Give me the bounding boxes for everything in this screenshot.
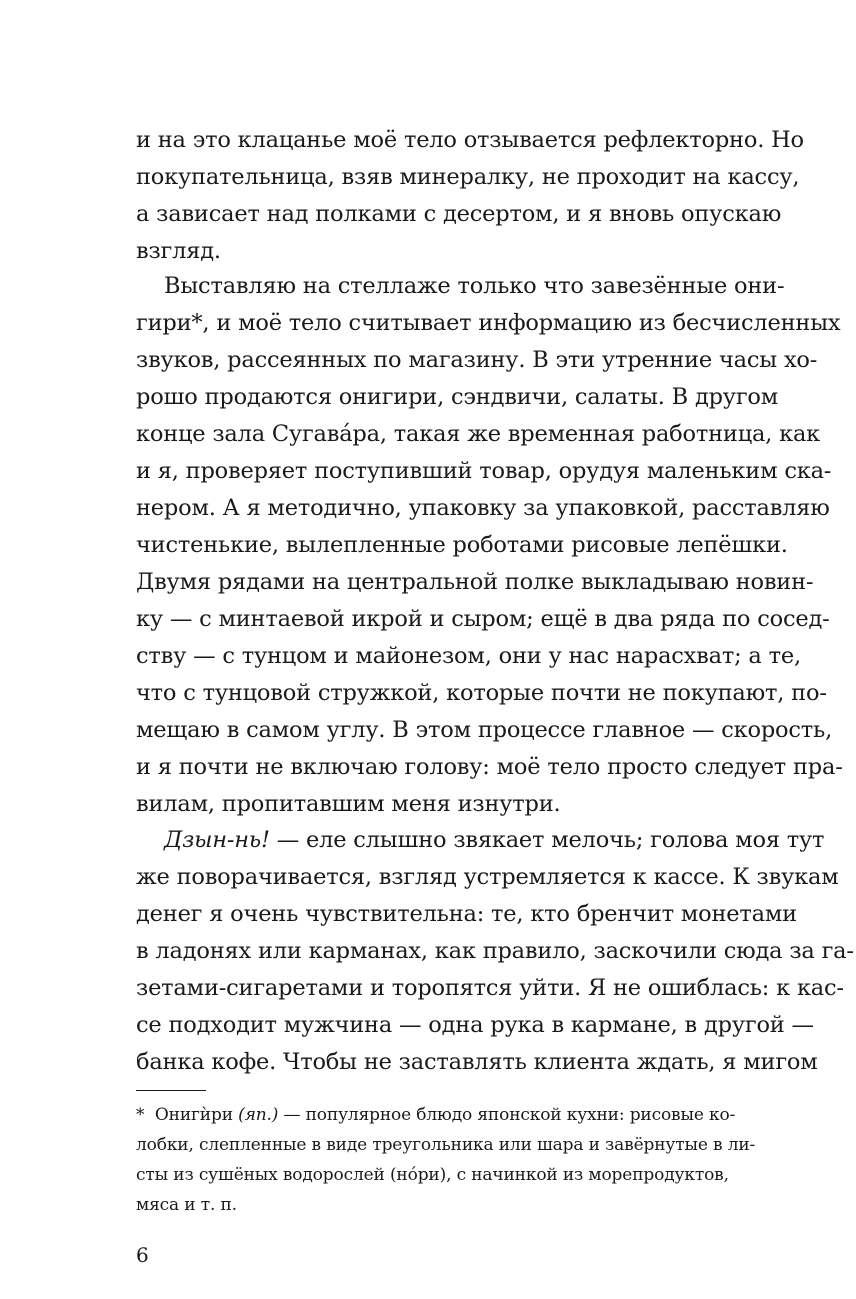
text-line: гири*, и моё тело считывает информацию из бесчисленных: [136, 310, 841, 336]
onomatopoeia: Дзын-нь!: [164, 827, 270, 853]
text-line: зетами-сигаретами и торопятся уйти. Я не ошиблась: к кас-: [136, 975, 844, 1001]
text-line: и я, проверяет поступивший товар, орудуя маленьким ска-: [136, 458, 832, 484]
text-line: [164, 822, 825, 858]
footnote-line: [136, 1100, 736, 1130]
footnote-line: мяса и т. п.: [136, 1195, 237, 1215]
text-line: Выставляю на стеллаже только что завезённые они-: [164, 273, 785, 299]
text-line: покупательница, взяв минералку, не проходит на кассу,: [136, 164, 800, 190]
footnote-line: лобки, слепленные в виде треугольника или шара и завёрнутые в ли-: [136, 1135, 756, 1155]
text-line: а зависает над полками с десертом, и я вновь опускаю: [136, 201, 782, 227]
footnote-mark: *: [136, 1105, 145, 1125]
text-line: взгляд.: [136, 238, 221, 264]
footnote-term: Онигѝри: [154, 1105, 233, 1125]
text-line: звуков, рассеянных по магазину. В эти утренние часы хо-: [136, 347, 818, 373]
text-line: чистенькие, вылепленные роботами рисовые лепёшки.: [136, 532, 788, 558]
text-line: что с тунцовой стружкой, которые почти не покупают, по-: [136, 680, 827, 706]
text-line: се подходит мужчина — одна рука в кармане, в другой —: [136, 1012, 814, 1038]
page-number: 6: [136, 1243, 149, 1267]
text-line: вилам, пропитавшим меня изнутри.: [136, 791, 561, 817]
text-line: банка кофе. Чтобы не заставлять клиента ждать, я мигом: [136, 1049, 818, 1075]
footnote-text: — популярное блюдо японской кухни: рисовые ко-: [278, 1105, 736, 1125]
text-line: денег я очень чувствительна: те, кто бренчит монетами: [136, 901, 797, 927]
footnote-separator: [136, 1090, 206, 1091]
text-line-rest: — еле слышно звякает мелочь; голова моя тут: [269, 827, 825, 853]
text-line: и я почти не включаю голову: моё тело просто следует пра-: [136, 754, 843, 780]
text-line: конце зала Сугава́ра, такая же временная работница, как: [136, 421, 821, 447]
text-line: Двумя рядами на центральной полке выкладываю новин-: [136, 569, 814, 595]
text-line: и на это клацанье моё тело отзывается рефлекторно. Но: [136, 127, 804, 153]
text-line: ству — с тунцом и майонезом, они у нас нарасхват; а те,: [136, 643, 801, 669]
text-line: в ладонях или карманах, как правило, заскочили сюда за га-: [136, 938, 854, 964]
text-line: рошо продаются онигири, сэндвичи, салаты. В другом: [136, 384, 779, 410]
text-line: ку — с минтаевой икрой и сыром; ещё в два ряда по сосед-: [136, 606, 830, 632]
text-line: же поворачивается, взгляд устремляется к кассе. К звукам: [136, 864, 839, 890]
text-line: мещаю в самом углу. В этом процессе главное — скорость,: [136, 717, 833, 743]
footnote-line: сты из сушёных водорослей (нόри), с начинкой из морепродуктов,: [136, 1165, 729, 1185]
text-line: нером. А я методично, упаковку за упаковкой, расставляю: [136, 495, 830, 521]
footnote-lang: (яп.): [238, 1105, 279, 1125]
